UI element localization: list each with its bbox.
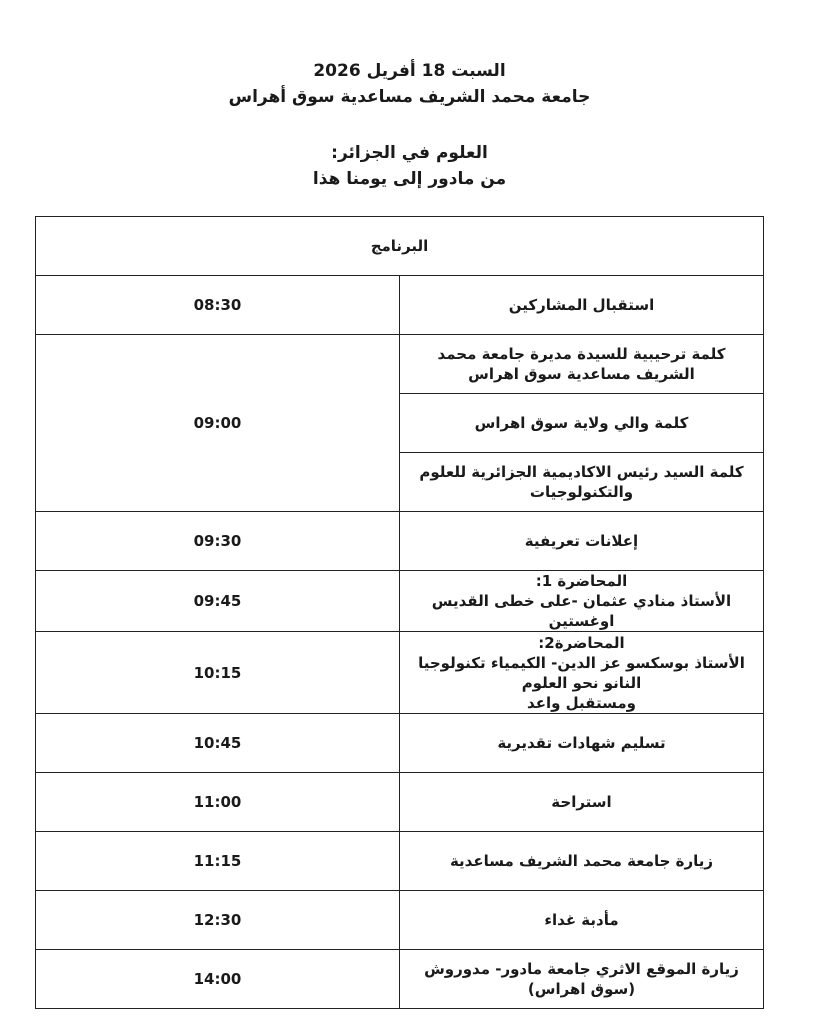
activity-cell: استراحة <box>400 773 764 832</box>
program-table <box>35 216 764 1009</box>
activity-cell: زيارة الموقع الاثري جامعة مادور- مدوروش (سوق اهراس) <box>400 950 764 1009</box>
table-row <box>36 571 764 632</box>
activity-cell: كلمة السيد رئيس الاكاديمية الجزائرية للعلوم والتكنولوجيات <box>400 453 764 512</box>
table-row <box>36 335 764 394</box>
activity-cell: المحاضرة 1: الأستاذ منادي عثمان -على خطى القديس اوغستين <box>400 571 764 632</box>
time-cell: 09:00 <box>36 335 400 512</box>
date-line: السبت 18 أفريل 2026 <box>313 61 506 81</box>
title-line-2: من مادور إلى يومنا هذا <box>312 169 507 189</box>
activity-cell: كلمة ترحيبية للسيدة مديرة جامعة محمد الشريف مساعدية سوق اهراس <box>400 335 764 394</box>
activity-cell: استقبال المشاركين <box>400 276 764 335</box>
time-cell: 11:15 <box>36 832 400 891</box>
activity-cell: مأدبة غداء <box>400 891 764 950</box>
table-row <box>36 714 764 773</box>
activity-cell: إعلانات تعريفية <box>400 512 764 571</box>
activity-cell: تسليم شهادات تقديرية <box>400 714 764 773</box>
time-cell: 10:15 <box>36 632 400 714</box>
table-row <box>36 891 764 950</box>
time-cell: 14:00 <box>36 950 400 1009</box>
activity-cell: كلمة والي ولاية سوق اهراس <box>400 394 764 453</box>
time-cell: 09:45 <box>36 571 400 632</box>
title-line-1: العلوم في الجزائر: <box>331 143 488 163</box>
table-row <box>36 512 764 571</box>
time-cell: 12:30 <box>36 891 400 950</box>
table-row <box>36 950 764 1009</box>
document-header <box>0 58 819 110</box>
program-heading: البرنامج <box>36 217 764 276</box>
activity-cell: زيارة جامعة محمد الشريف مساعدية <box>400 832 764 891</box>
activity-cell: المحاضرة2: الأستاذ بوسكسو عز الدين- الكيمياء تكنولوجيا النانو نحو العلوم ومستقبل واعد <box>400 632 764 714</box>
university-line: جامعة محمد الشريف مساعدية سوق أهراس <box>228 87 591 107</box>
time-cell: 10:45 <box>36 714 400 773</box>
time-cell: 11:00 <box>36 773 400 832</box>
table-row <box>36 832 764 891</box>
event-title <box>0 140 819 192</box>
table-row <box>36 276 764 335</box>
table-row <box>36 632 764 714</box>
time-cell: 08:30 <box>36 276 400 335</box>
time-cell: 09:30 <box>36 512 400 571</box>
table-row <box>36 773 764 832</box>
